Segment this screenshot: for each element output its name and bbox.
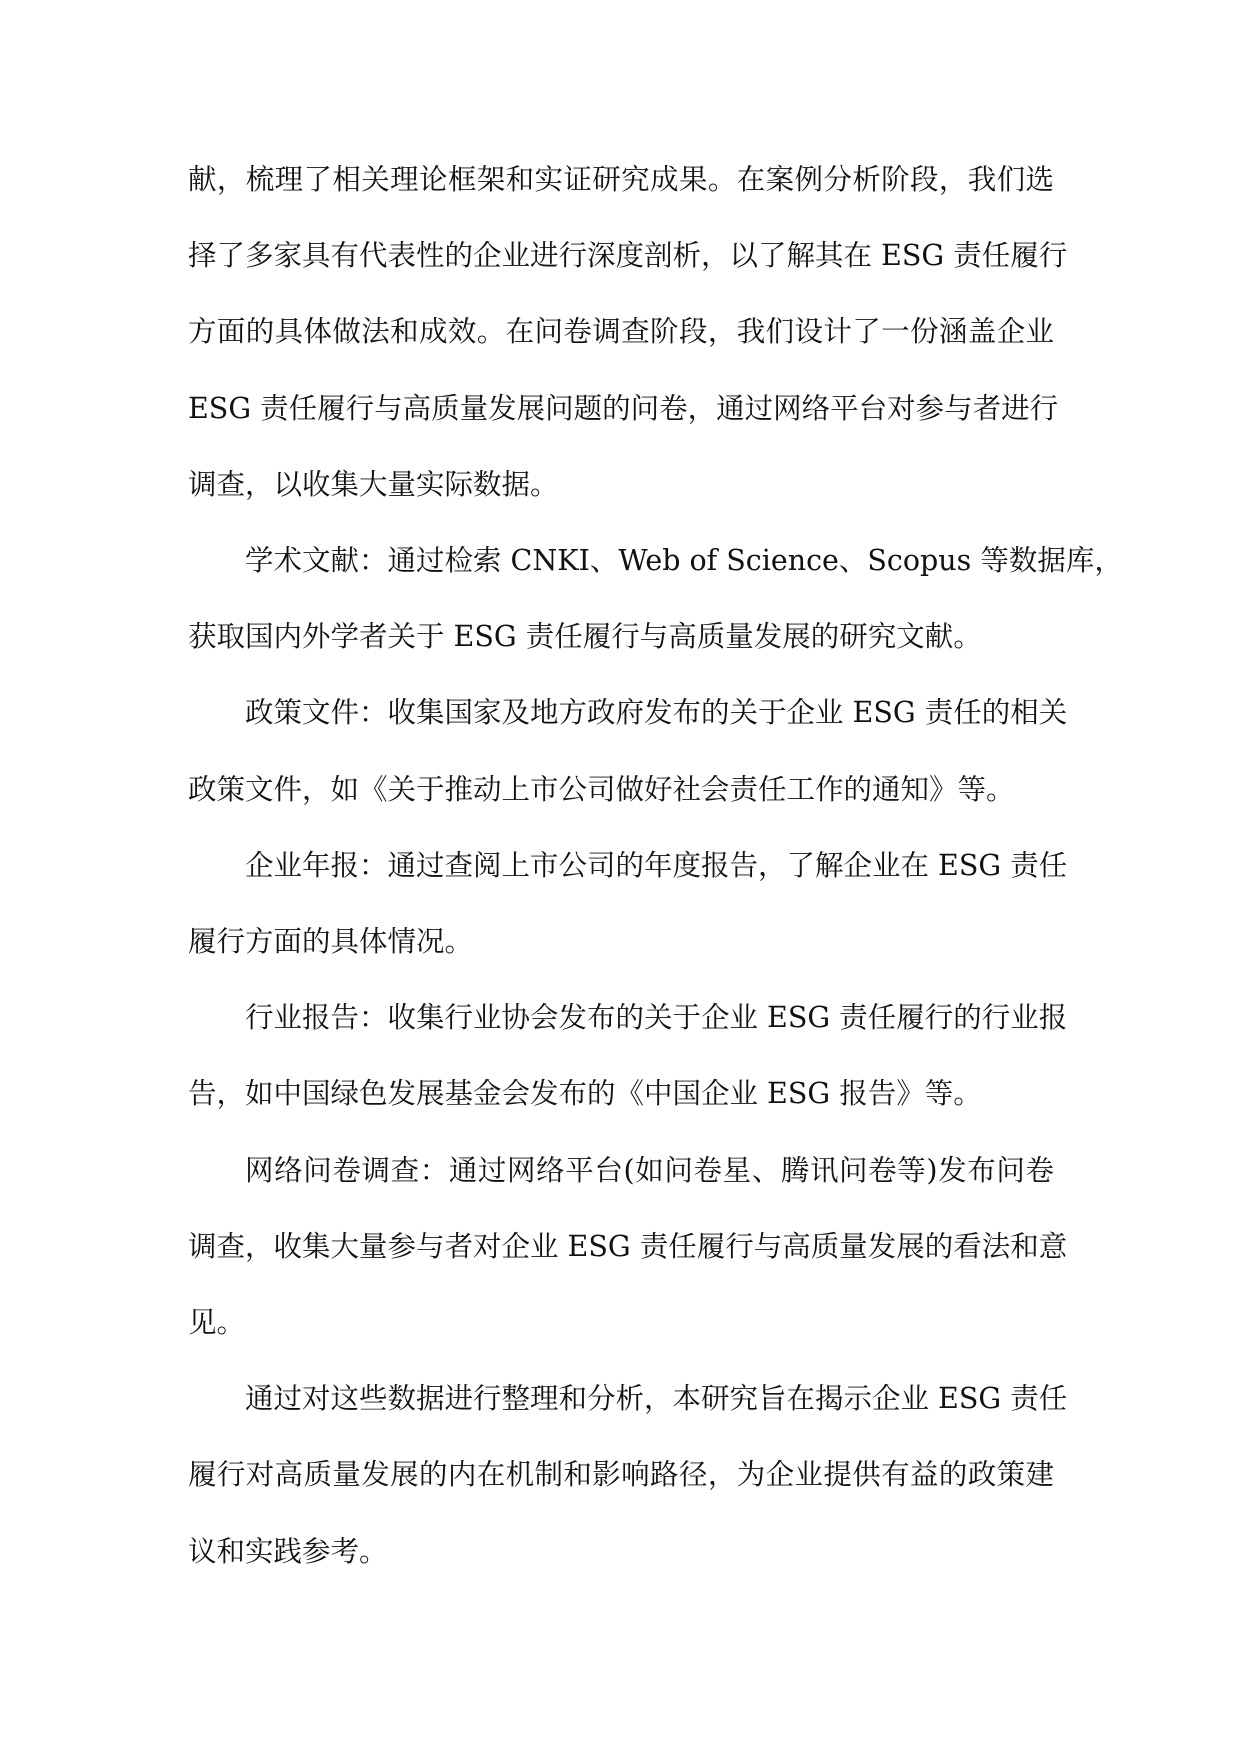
text-line: 择了多家具有代表性的企业进行深度剖析，以了解其在 ESG 责任履行 [188, 239, 1068, 273]
text-line: 议和实践参考。 [188, 1534, 388, 1568]
paragraph-online-survey [188, 1133, 1068, 1362]
text-line: 告，如中国绿色发展基金会发布的《中国企业 ESG 报告》等。 [188, 1077, 982, 1111]
text-line: 行业报告：收集行业协会发布的关于企业 ESG 责任履行的行业报 [245, 1001, 1068, 1035]
text-line: 学术文献：通过检索 CNKI、Web of Science、Scopus 等数据库， [245, 544, 1123, 578]
text-line: 获取国内外学者关于 ESG 责任履行与高质量发展的研究文献。 [188, 620, 982, 654]
paragraph-annual-reports [188, 828, 1068, 980]
text-line: 政策文件，如《关于推动上市公司做好社会责任工作的通知》等。 [188, 772, 1015, 806]
paragraph-conclusion [188, 1361, 1068, 1590]
text-line: 献，梳理了相关理论框架和实证研究成果。在案例分析阶段，我们选 [188, 163, 1054, 196]
paragraph-industry-reports [188, 980, 1068, 1132]
paragraph-policy-documents [188, 675, 1068, 827]
paragraph-1 [188, 142, 1068, 523]
text-line: 网络问卷调查：通过网络平台(如问卷星、腾讯问卷等)发布问卷 [245, 1153, 1054, 1187]
text-line: 通过对这些数据进行整理和分析，本研究旨在揭示企业 ESG 责任 [245, 1382, 1068, 1416]
text-line: 调查，以收集大量实际数据。 [188, 467, 559, 501]
text-line: 政策文件：收集国家及地方政府发布的关于企业 ESG 责任的相关 [245, 696, 1068, 730]
text-line: ESG 责任履行与高质量发展问题的问卷，通过网络平台对参与者进行 [188, 391, 1059, 425]
text-line: 调查，收集大量参与者对企业 ESG 责任履行与高质量发展的看法和意 [188, 1229, 1068, 1263]
text-line: 履行对高质量发展的内在机制和影响路径，为企业提供有益的政策建 [188, 1458, 1054, 1492]
text-line: 见。 [188, 1306, 246, 1340]
paragraph-academic-literature [188, 523, 1123, 675]
body-text [188, 142, 1123, 1590]
text-line: 方面的具体做法和成效。在问卷调查阶段，我们设计了一份涵盖企业 [188, 315, 1054, 349]
text-line: 履行方面的具体情况。 [188, 925, 474, 959]
text-line: 企业年报：通过查阅上市公司的年度报告，了解企业在 ESG 责任 [245, 848, 1068, 882]
